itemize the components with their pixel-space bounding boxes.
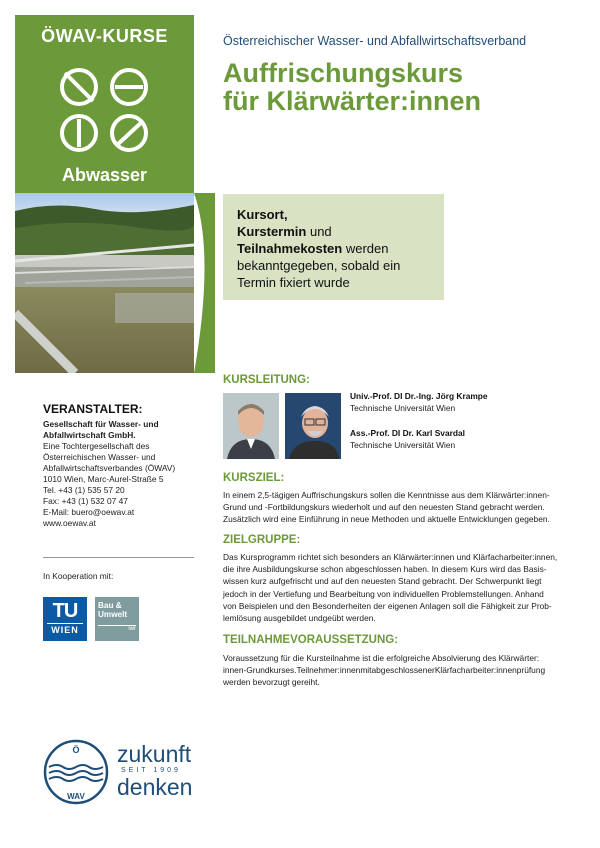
bau-logo-iwr: iwr — [98, 625, 136, 632]
kursziel-text — [223, 489, 558, 526]
circle-dash-icon — [62, 70, 96, 104]
person-photo-svardal — [285, 393, 341, 459]
info-text: bekanntgegeben, sobald ein — [237, 258, 401, 273]
slogan-word-1: zukunft — [117, 741, 192, 767]
circle-dash-icon — [62, 116, 96, 150]
organizer-heading: VERANSTALTER: — [43, 402, 143, 416]
slogan-word-2: denken — [117, 774, 193, 800]
tu-wien-logo — [43, 597, 87, 641]
tu-logo-wien: WIEN — [47, 623, 83, 635]
organizer-fax: Fax: +43 (1) 532 07 47 — [43, 496, 128, 506]
bau-umwelt-logo — [95, 597, 139, 641]
course-banner — [15, 15, 194, 193]
organizer-block — [43, 402, 198, 529]
person-institution: Technische Universität Wien — [350, 440, 456, 450]
page-title — [223, 59, 481, 115]
text-line: lemlösung ausgebildet undgeübt werden. — [223, 613, 376, 624]
person-photo-krampe — [223, 393, 279, 459]
divider — [43, 557, 194, 558]
organizer-email-link[interactable]: E-Mail: buero@oewav.at — [43, 507, 135, 517]
circle-dash-icon — [112, 70, 146, 104]
text-line: die ihre Ausbildungskurse schon abgeschlossen haben. In diesem Kurs wird das Basis- — [223, 564, 547, 575]
text-line: Grund und -Fortbildungskurs wiederholt und auf den neuesten Stand gebracht werden. — [223, 502, 545, 513]
title-line-1: Auffrischungskurs — [223, 58, 464, 88]
organizer-website-link[interactable]: www.oewav.at — [43, 518, 96, 528]
svg-text:Ö: Ö — [72, 745, 80, 755]
text-line: Zusätzlich wird eine Einführung in neue Methoden und aktuelle Entwicklungen gegeben. — [223, 514, 550, 525]
text-line: von Beispielen und den Besonderheiten der eigenen Anlagen soll die Fähigkeit zur Prob- — [223, 600, 552, 611]
zielgruppe-text — [223, 551, 558, 624]
banner-subtitle: Abwasser — [61, 165, 148, 185]
organizer-name: Abfallwirtschaft GmbH. — [43, 430, 136, 440]
slogan — [117, 742, 192, 799]
banner-title: ÖWAV-KURSE — [41, 26, 168, 46]
text-line: Voraussetzung für die Kursteilnahme ist die erfolgreiche Absolvierung des Klärwärter: — [223, 653, 540, 663]
organizer-tel: Tel. +43 (1) 535 57 20 — [43, 485, 125, 495]
organizer-address: 1010 Wien, Marc-Aurel-Straße 5 — [43, 474, 164, 484]
circle-dash-icon — [112, 116, 146, 150]
info-teilnahmekosten: Teilnahmekosten — [237, 241, 343, 256]
info-kurstermin: Kurstermin — [237, 224, 307, 239]
slogan-since: SEIT 1909 — [121, 767, 181, 774]
teilnahme-text — [223, 652, 558, 689]
organization-name: Österreichischer Wasser- und Abfallwirtschaftsverband — [223, 34, 527, 48]
svg-text:WAV: WAV — [67, 792, 85, 801]
info-kursort: Kursort, — [237, 207, 288, 222]
oewav-logo-icon — [43, 737, 109, 807]
text-line: wissen kurz aufgefrischt und auf den neuesten Stand gebracht. Der Schwerpunkt liegt — [223, 576, 542, 587]
text-line: Das Kursprogramm richtet sich besonders an Klärwärter:innen und Klärfacharbeiter:innen, — [223, 552, 558, 562]
section-heading-kursziel: KURSZIEL: — [223, 472, 285, 484]
section-heading-kursleitung: KURSLEITUNG: — [223, 374, 310, 386]
info-text: Termin fixiert wurde — [237, 275, 350, 290]
tu-logo-text: TU — [52, 600, 78, 622]
organizer-desc: Österreichischen Wasser- und — [43, 452, 156, 462]
title-line-2: für Klärwärter:innen — [223, 86, 482, 116]
organizer-name: Gesellschaft für Wasser- und — [43, 419, 159, 429]
text-line: werden bevorzugt gereiht. — [223, 677, 320, 688]
section-heading-teilnahme: TEILNAHMEVORAUSSETZUNG: — [223, 634, 399, 646]
bau-logo-line: Umwelt — [98, 610, 128, 619]
banner-icon-group — [57, 65, 153, 157]
info-text: werden — [342, 241, 389, 256]
organizer-desc: Eine Tochtergesellschaft des — [43, 441, 150, 451]
bau-logo-line: Bau & — [98, 601, 122, 610]
text-line: innen-Grundkurses.Teilnehmer:innenmitabgeschlossenerKlärfacharbeiter:innenprüfung — [223, 665, 546, 676]
text-line: In einem 2,5-tägigen Auffrischungskurs sollen die Kenntnisse aus dem Klärwärter:innen- — [223, 490, 550, 500]
cooperation-label: In Kooperation mit: — [43, 571, 114, 581]
course-info-box — [223, 194, 444, 300]
organizer-desc: Abfallwirtschaftsverbandes (ÖWAV) — [43, 463, 176, 473]
text-line: jedoch in der Vertiefung und Bearbeitung von individuellen Problemstellungen. Anhand — [223, 588, 544, 599]
treatment-plant-photo — [15, 193, 194, 373]
person-name: Ass.-Prof. DI Dr. Karl Svardal — [350, 428, 465, 438]
info-text: und — [306, 224, 332, 239]
section-heading-zielgruppe: ZIELGRUPPE: — [223, 534, 301, 546]
person-name: Univ.-Prof. DI Dr.-Ing. Jörg Krampe — [350, 391, 488, 401]
person-institution: Technische Universität Wien — [350, 403, 456, 413]
